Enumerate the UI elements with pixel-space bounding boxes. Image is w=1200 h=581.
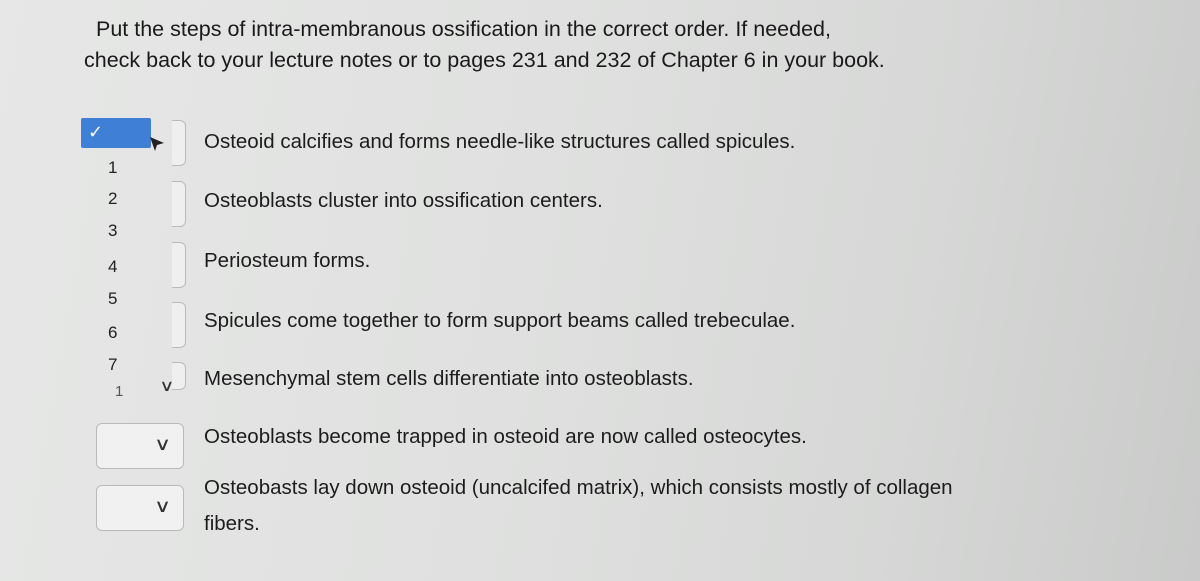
- order-dropdown-list[interactable]: [81, 118, 155, 390]
- dropdown-option-1[interactable]: 1: [108, 158, 118, 177]
- order-select-6[interactable]: [96, 423, 184, 469]
- chevron-down-icon: ∨: [159, 378, 175, 395]
- instructions-line-1: Put the steps of intra-membranous ossification in the correct order. If needed,: [96, 17, 831, 41]
- chevron-down-icon: ∨: [153, 434, 171, 454]
- chevron-down-icon: ∨: [153, 496, 171, 516]
- step-text-3: Periosteum forms.: [204, 249, 371, 272]
- dropdown-selected-item[interactable]: [81, 118, 151, 148]
- dropdown-option-5[interactable]: 5: [108, 289, 118, 308]
- mouse-cursor-icon: [148, 135, 166, 153]
- order-select-7[interactable]: [96, 485, 184, 531]
- order-select-4[interactable]: [172, 302, 186, 348]
- dropdown-option-3[interactable]: 3: [108, 221, 118, 240]
- step-text-1: Osteoid calcifies and forms needle-like structures called spicules.: [204, 130, 796, 153]
- instructions-text: [84, 14, 984, 76]
- step-text-5: Mesenchymal stem cells differentiate into osteoblasts.: [204, 367, 694, 390]
- checkmark-icon: ✓: [88, 122, 104, 142]
- step-text-4: Spicules come together to form support beams called trebeculae.: [204, 309, 796, 332]
- dropdown-option-7[interactable]: 7: [108, 355, 118, 374]
- order-select-5-value: 1: [115, 383, 124, 400]
- step-text-6: Osteoblasts become trapped in osteoid are now called osteocytes.: [204, 425, 807, 448]
- order-select-1[interactable]: [172, 120, 186, 166]
- dropdown-option-4[interactable]: 4: [108, 257, 118, 276]
- dropdown-option-2[interactable]: 2: [108, 189, 118, 208]
- order-select-3[interactable]: [172, 242, 186, 288]
- step-text-2: Osteoblasts cluster into ossification centers.: [204, 189, 603, 212]
- instructions-line-2: check back to your lecture notes or to pages 231 and 232 of Chapter 6 in your book.: [84, 48, 885, 72]
- order-select-2[interactable]: [172, 181, 186, 227]
- dropdown-option-6[interactable]: 6: [108, 323, 118, 342]
- step-text-7: Osteobasts lay down osteoid (uncalcifed matrix), which consists mostly of collagen fibers.: [204, 476, 953, 535]
